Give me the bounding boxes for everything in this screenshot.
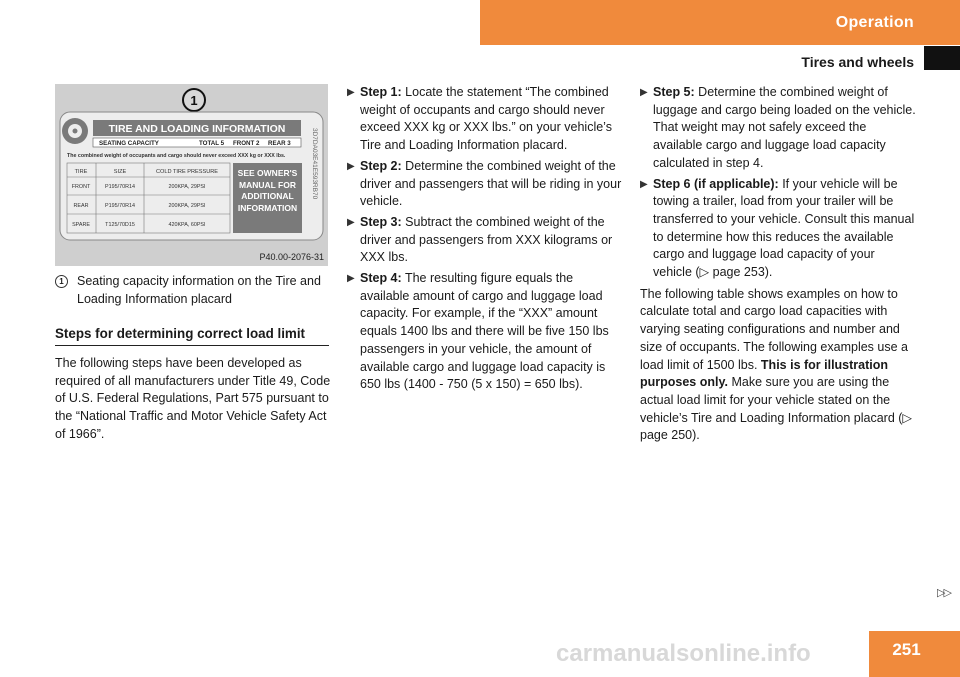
figure-caption bbox=[55, 273, 330, 308]
step-item bbox=[347, 270, 625, 394]
owners-manual-note: SEE OWNER'S MANUAL FOR ADDITIONAL INFORMATION bbox=[237, 168, 298, 213]
steps-column-middle bbox=[347, 84, 625, 397]
step-label: Step 5: bbox=[653, 85, 695, 99]
step-text: Subtract the combined weight of the driver and passengers from XXX kilograms or XXX lbs. bbox=[360, 214, 613, 265]
page-number: 251 bbox=[892, 640, 921, 659]
step-text: Determine the combined weight of luggage and cargo being loaded on the vehicle. That weight may not safely exceed the available cargo and luggage load capacity calculated in step 4. bbox=[653, 85, 916, 170]
table-header-tire: TIRE bbox=[74, 169, 88, 175]
step-item bbox=[347, 214, 625, 267]
table-header-size: SIZE bbox=[113, 169, 127, 175]
section-title: Steps for determining correct load limit bbox=[55, 326, 329, 346]
row-front-pressure: 200KPA, 29PSI bbox=[168, 184, 206, 190]
steps-column-right bbox=[640, 84, 916, 445]
placard-figure bbox=[55, 84, 328, 266]
closing-bold: This is for illustration purposes only. bbox=[640, 357, 889, 390]
row-rear-tire: REAR bbox=[73, 203, 89, 209]
closing-text-2: Make sure you are using the actual load limit for your vehicle stated on the vehicle’s Tire and Loading Information placard (▷ page 250). bbox=[640, 375, 913, 443]
caption-text: Seating capacity information on the Tire and Loading Information placard bbox=[77, 274, 321, 306]
callout-number: 1 bbox=[190, 93, 198, 108]
seating-front: FRONT 2 bbox=[233, 140, 260, 147]
load-statement: The combined weight of occupants and cargo should never exceed XXX kg or XXX lbs. bbox=[67, 153, 286, 159]
row-front-tire: FRONT bbox=[71, 184, 91, 190]
chapter-title: Operation bbox=[835, 13, 914, 31]
step-label: Step 1: bbox=[360, 85, 402, 99]
row-spare-pressure: 420KPA, 60PSI bbox=[168, 222, 206, 228]
step-item bbox=[347, 158, 625, 211]
placard-title: TIRE AND LOADING INFORMATION bbox=[108, 123, 286, 135]
continued-icon: ▷▷ bbox=[937, 587, 950, 599]
step-text: Determine the combined weight of the driver and passengers that will be riding in your vehicle. bbox=[360, 158, 622, 209]
step-label: Step 6 (if applicable): bbox=[653, 176, 779, 191]
closing-paragraph bbox=[640, 286, 916, 445]
intro-text: The following steps have been developed as required of all manufacturers under Title 49, Code of U.S. Federal Regulations, Part 575 pursuant to the “National Traffic and Motor Vehicle Safety Act of 1966”. bbox=[55, 356, 331, 441]
step-item bbox=[640, 84, 916, 173]
row-spare-size: T125/70D15 bbox=[105, 222, 135, 228]
arrow-right-icon: ▶ bbox=[640, 87, 648, 98]
intro-paragraph bbox=[55, 355, 331, 444]
seating-rear: REAR 3 bbox=[268, 140, 291, 147]
step-item bbox=[640, 176, 916, 282]
step-text: The resulting figure equals the available amount of cargo and luggage load capacity. For example, if the “XXX” amount equals 1400 lbs and there will be five 150 lbs passengers in your vehicle, the amount of available cargo and luggage load capacity is 650 lbs (1400 - 750 (5 x 150) = 650 lbs). bbox=[360, 271, 609, 392]
thumb-tab bbox=[924, 46, 960, 70]
caption-number: 1 bbox=[55, 275, 68, 288]
placard-illustration bbox=[55, 84, 328, 266]
section-header: Tires and wheels bbox=[801, 54, 914, 70]
chapter-header bbox=[480, 0, 960, 45]
arrow-right-icon: ▶ bbox=[347, 216, 355, 228]
arrow-right-icon: ▶ bbox=[640, 178, 648, 190]
figure-code: P40.00-2076-31 bbox=[259, 252, 324, 262]
step-label: Step 4: bbox=[360, 271, 402, 286]
seating-total: TOTAL 5 bbox=[199, 140, 225, 147]
step-label: Step 2: bbox=[360, 158, 402, 173]
step-text: Locate the statement “The combined weight of occupants and cargo should never exceed XXX kg or XXX lbs.” on your vehicle’s Tire and Loading Information placard. bbox=[360, 85, 612, 153]
step-item bbox=[347, 84, 625, 155]
step-text: If your vehicle will be towing a trailer, load from your trailer will be transferred to your vehicle. Consult this manual to determine how this reduces the available cargo and luggage load capacity of your vehicle (▷ page 253). bbox=[653, 176, 915, 280]
row-rear-pressure: 200KPA, 29PSI bbox=[168, 203, 206, 209]
row-rear-size: P195/70R14 bbox=[105, 203, 135, 209]
arrow-right-icon: ▶ bbox=[347, 87, 355, 98]
row-spare-tire: SPARE bbox=[72, 222, 90, 228]
row-front-size: P195/70R14 bbox=[105, 184, 135, 190]
watermark: carmanualsonline.info bbox=[556, 640, 811, 667]
arrow-right-icon: ▶ bbox=[347, 160, 355, 172]
arrow-right-icon: ▶ bbox=[347, 273, 355, 285]
closing-text-1: The following table shows examples on how to calculate total and cargo load capacities with varying seating configurations and number and size of occupants. The following examples use a load limit of 1500 lbs. bbox=[640, 286, 908, 372]
table-header-pressure: COLD TIRE PRESSURE bbox=[155, 169, 219, 175]
vertical-code: 3D7DA03E41E593RB70 bbox=[311, 128, 318, 200]
step-label: Step 3: bbox=[360, 214, 402, 229]
seating-capacity-label: SEATING CAPACITY bbox=[99, 140, 159, 147]
tire-icon bbox=[62, 118, 88, 144]
